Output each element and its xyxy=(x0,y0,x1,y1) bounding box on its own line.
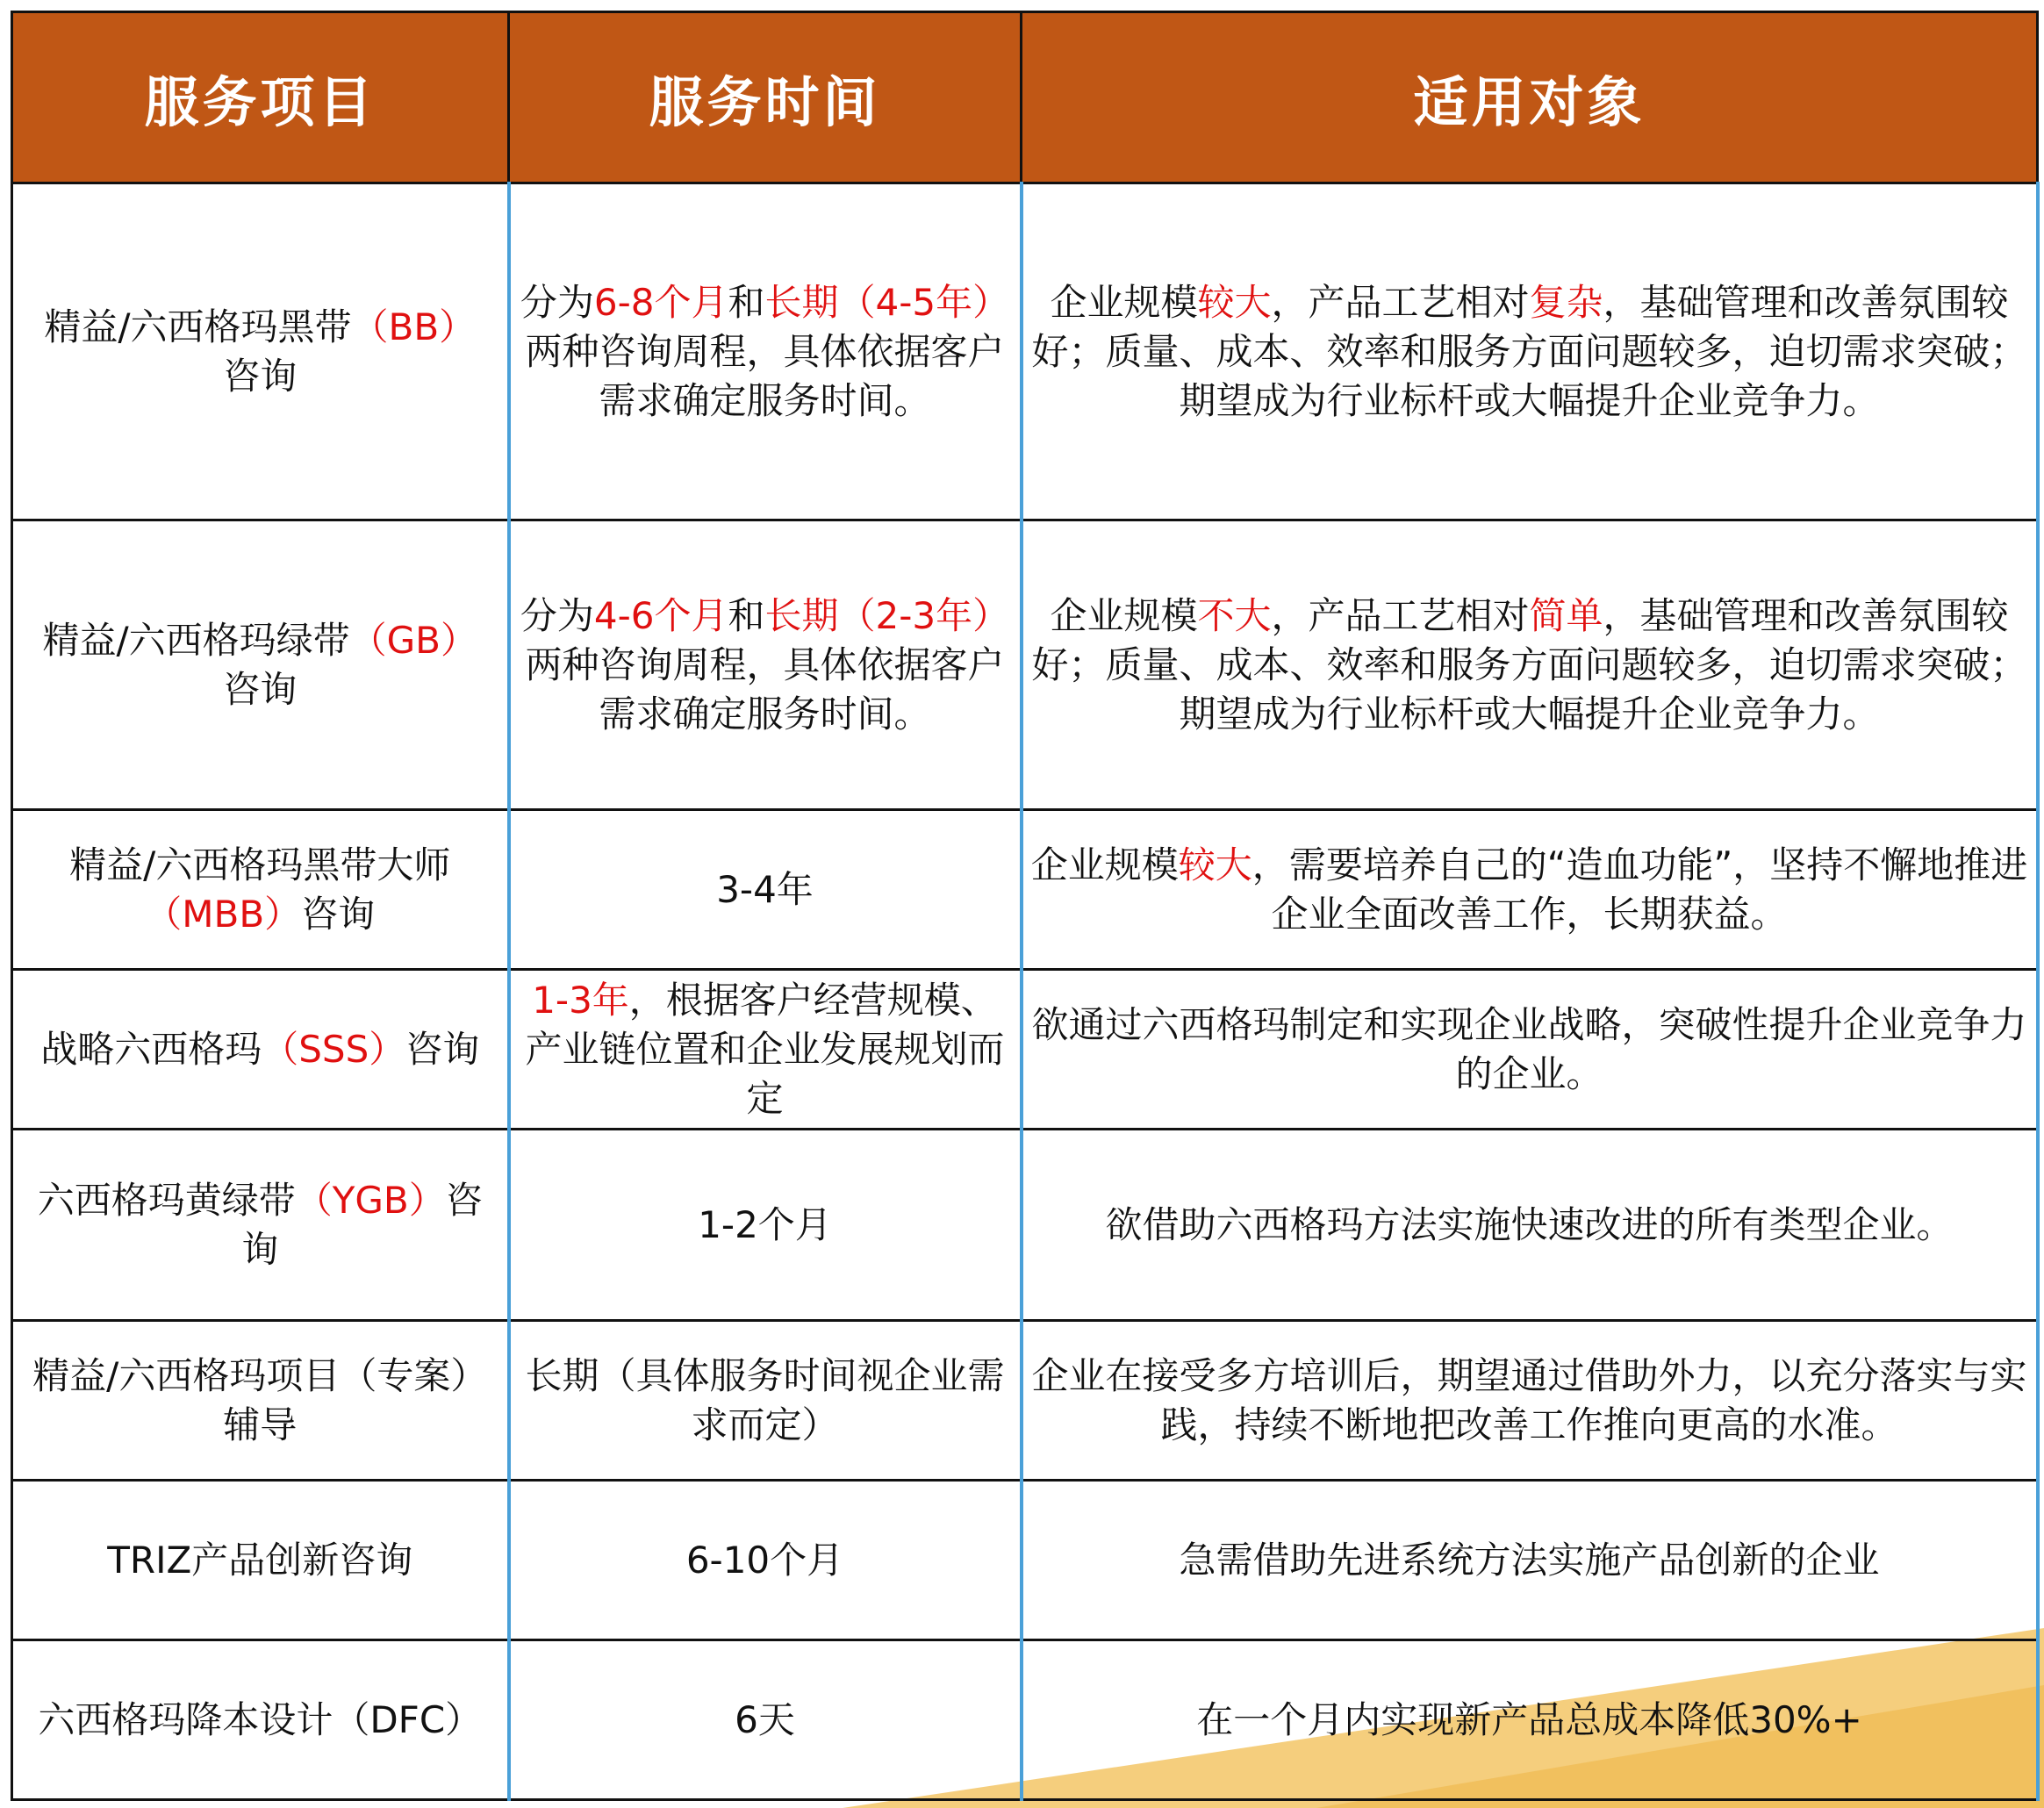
service-table xyxy=(11,11,2040,1801)
service-item-cell: 精益/六西格玛项目（专案）辅导 xyxy=(12,1321,509,1481)
target-client-cell: 急需借助先进系统方法实施产品创新的企业 xyxy=(1022,1481,2038,1640)
target-client-cell: 欲通过六西格玛制定和实现企业战略，突破性提升企业竞争力的企业。 xyxy=(1022,970,2038,1130)
service-item-cell: 战略六西格玛（SSS）咨询 xyxy=(12,970,509,1130)
target-client-cell: 在一个月内实现新产品总成本降低30%+ xyxy=(1022,1640,2038,1800)
table-row xyxy=(12,810,2038,970)
table-row xyxy=(12,520,2038,810)
header-target-client: 适用对象 xyxy=(1022,12,2038,183)
service-time-cell: 1-3年，根据客户经营规模、产业链位置和企业发展规划而定 xyxy=(509,970,1022,1130)
header-row xyxy=(12,12,2038,183)
service-time-cell: 长期（具体服务时间视企业需求而定） xyxy=(509,1321,1022,1481)
target-client-cell: 欲借助六西格玛方法实施快速改进的所有类型企业。 xyxy=(1022,1130,2038,1321)
service-item-cell: 精益/六西格玛黑带（BB） 咨询 xyxy=(12,183,509,520)
table-row xyxy=(12,183,2038,520)
service-item-cell: 精益/六西格玛绿带（GB） 咨询 xyxy=(12,520,509,810)
target-client-cell: 企业规模不大，产品工艺相对简单，基础管理和改善氛围较好；质量、成本、效率和服务方面问题较多，迫切需求突破；期望成为行业标杆或大幅提升企业竞争力。 xyxy=(1022,520,2038,810)
service-time-cell: 6-10个月 xyxy=(509,1481,1022,1640)
service-item-cell: TRIZ产品创新咨询 xyxy=(12,1481,509,1640)
service-item-cell: 精益/六西格玛黑带大师 （MBB）咨询 xyxy=(12,810,509,970)
table-row xyxy=(12,1481,2038,1640)
service-time-cell: 1-2个月 xyxy=(509,1130,1022,1321)
service-time-cell: 6天 xyxy=(509,1640,1022,1800)
service-item-cell: 六西格玛黄绿带（YGB）咨询 xyxy=(12,1130,509,1321)
service-time-cell: 分为6-8个月和长期（4-5年）两种咨询周程，具体依据客户需求确定服务时间。 xyxy=(509,183,1022,520)
target-client-cell: 企业规模较大，产品工艺相对复杂，基础管理和改善氛围较好；质量、成本、效率和服务方面问题较多，迫切需求突破；期望成为行业标杆或大幅提升企业竞争力。 xyxy=(1022,183,2038,520)
table-row xyxy=(12,970,2038,1130)
header-service-item: 服务项目 xyxy=(12,12,509,183)
target-client-cell: 企业规模较大，需要培养自己的“造血功能”，坚持不懈地推进企业全面改善工作，长期获益。 xyxy=(1022,810,2038,970)
header-service-time: 服务时间 xyxy=(509,12,1022,183)
target-client-cell: 企业在接受多方培训后，期望通过借助外力，以充分落实与实践，持续不断地把改善工作推向更高的水准。 xyxy=(1022,1321,2038,1481)
table-row xyxy=(12,1321,2038,1481)
service-time-cell: 3-4年 xyxy=(509,810,1022,970)
service-time-cell: 分为4-6个月和长期（2-3年）两种咨询周程，具体依据客户需求确定服务时间。 xyxy=(509,520,1022,810)
service-item-cell: 六西格玛降本设计（DFC） xyxy=(12,1640,509,1800)
table-row xyxy=(12,1130,2038,1321)
table-row xyxy=(12,1640,2038,1800)
